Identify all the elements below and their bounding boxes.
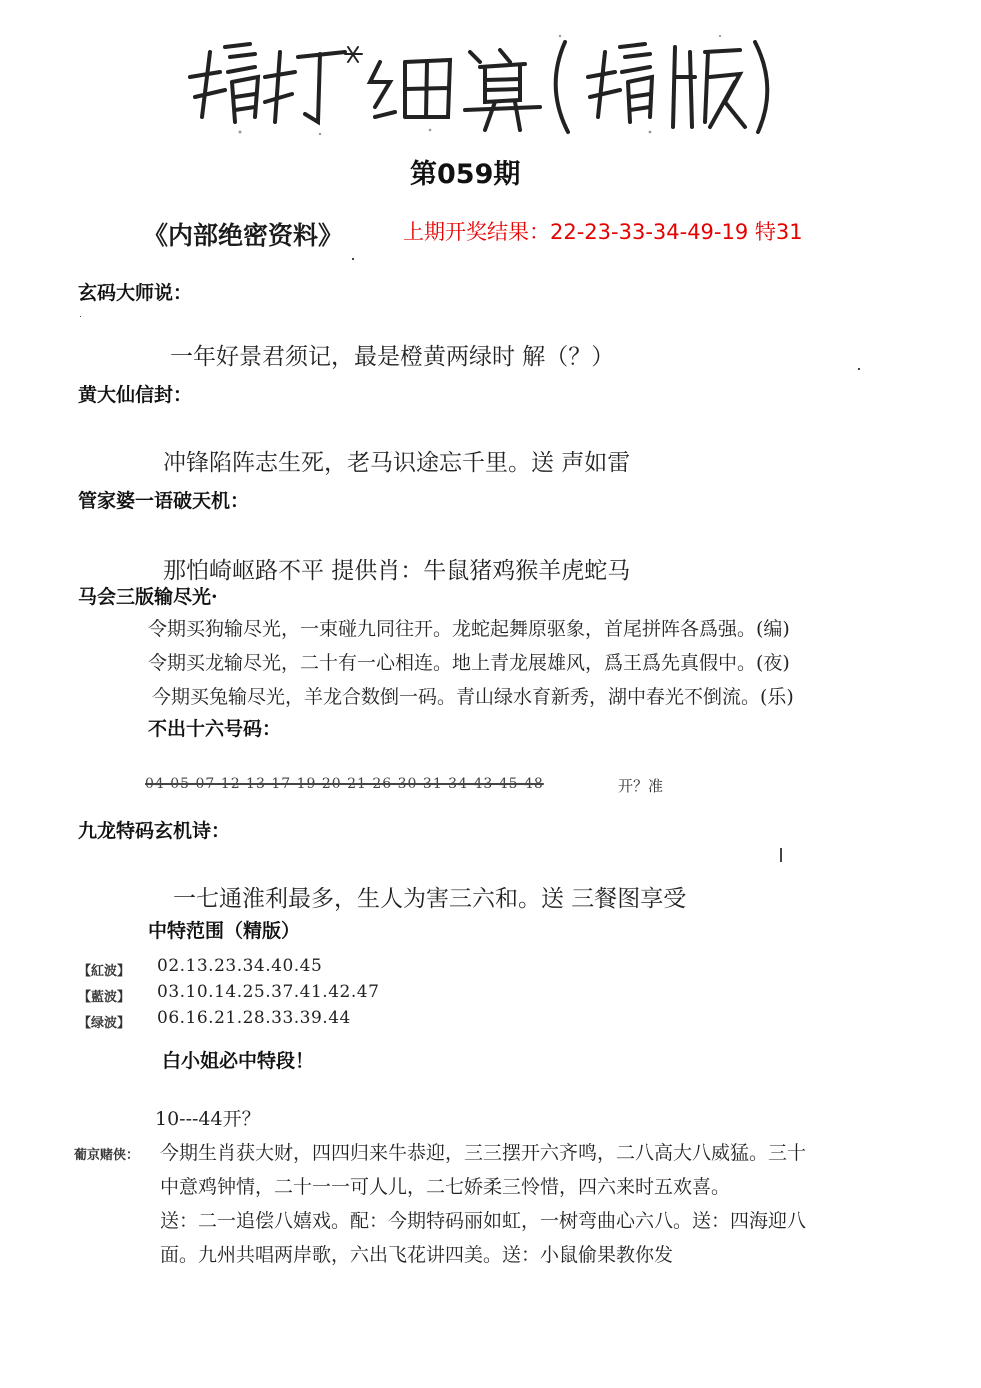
- range-heading: 中特范围（精版）: [148, 920, 301, 942]
- scan-speck: [780, 848, 782, 862]
- green-wave-numbers: 06.16.21.28.33.39.44: [157, 1008, 351, 1028]
- jiulong-heading: 九龙特码玄机诗：: [78, 820, 231, 842]
- bai-line: 10---44开？: [155, 1108, 261, 1130]
- mahui-line-2: 令期买龙输尽光，二十有一心相连。地上青龙展雄风，爲王爲先真假中。(夜): [148, 652, 790, 674]
- guanjia-heading: 管家婆一语破天机：: [78, 490, 250, 512]
- scan-speck: [352, 258, 354, 260]
- daxian-heading: 黄大仙信封：: [78, 384, 193, 406]
- scan-speck: [80, 316, 81, 317]
- pujing-line-2: 中意鸡钟情，二十一一可人儿，二七娇柔三怜惜，四六来时五欢喜。: [160, 1176, 731, 1198]
- pujing-line-1: 今期生肖获大财，四四归来牛恭迎，三三摆开六齐鸣，二八高大八威猛。三十: [160, 1142, 807, 1164]
- blue-wave-numbers: 03.10.14.25.37.41.42.47: [157, 982, 380, 1002]
- red-wave-label: 【紅波】: [78, 964, 131, 979]
- pujing-line-4: 面。九州共唱两岸歌，六出飞花讲四美。送：小鼠偷果教你发: [160, 1244, 674, 1266]
- no16-suffix: 开？准: [618, 777, 664, 795]
- bai-heading: 白小姐必中特段！: [162, 1050, 315, 1072]
- jiulong-line: 一七通淮利最多，生人为害三六和。送 三餐图享受: [173, 886, 687, 912]
- no16-heading: 不出十六号码：: [148, 718, 282, 740]
- red-wave-numbers: 02.13.23.34.40.45: [157, 956, 323, 976]
- mahui-heading: 马会三版输尽光·: [78, 586, 218, 608]
- issue-number: 第059期: [410, 159, 521, 190]
- logo-calligraphy: [180, 22, 780, 142]
- blue-wave-label: 【藍波】: [78, 990, 131, 1005]
- document-title: 《内部绝密资料》: [143, 221, 344, 250]
- last-draw-result: 上期开奖结果：22-23-33-34-49-19 特31: [403, 220, 803, 244]
- guanjia-line: 那怕崎岖路不平 提供肖：牛鼠猪鸡猴羊虎蛇马: [163, 558, 631, 584]
- green-wave-label: 【绿波】: [78, 1016, 131, 1031]
- master-line: 一年好景君须记，最是橙黄两绿时 解（？）: [170, 344, 615, 370]
- pujing-line-3: 送：二一追偿八嬉戏。配：今期特码丽如虹，一树弯曲心六八。送：四海迎八: [160, 1210, 807, 1232]
- pujing-label: 葡京赌侠：: [74, 1148, 140, 1163]
- mahui-line-1: 令期买狗输尽光，一束碰九同往开。龙蛇起舞原驱象，首尾拼阵各爲强。(编): [148, 618, 790, 640]
- daxian-line: 冲锋陷阵志生死，老马识途忘千里。送 声如雷: [163, 450, 631, 476]
- master-heading: 玄码大师说：: [78, 282, 193, 304]
- no16-numbers: 04 05 07 12 13 17 19 20 21 26 30 31 34 43 45 48: [145, 776, 544, 792]
- scan-speck: [858, 368, 860, 370]
- mahui-line-3: 今期买兔输尽光，羊龙合数倒一码。青山绿水育新秀，湖中春光不倒流。(乐): [152, 686, 794, 708]
